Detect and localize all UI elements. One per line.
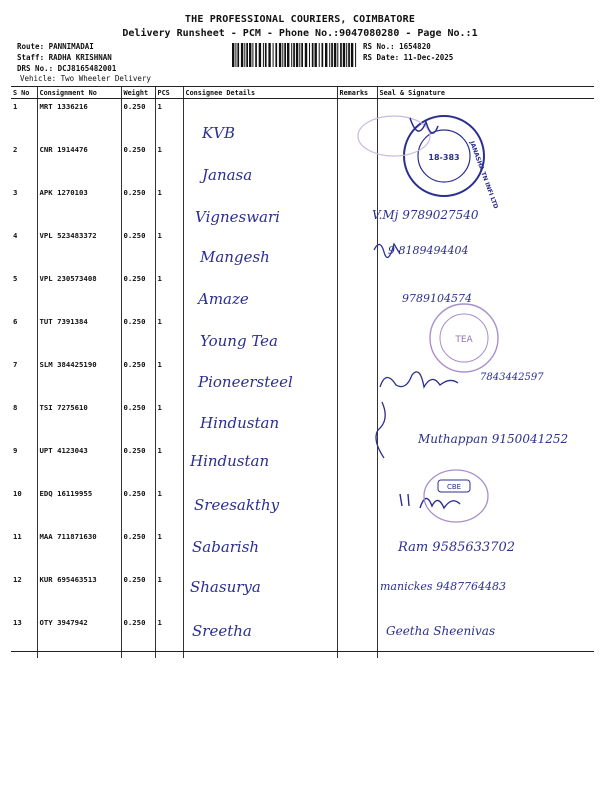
sno-cell: 7: [13, 360, 18, 369]
sno-cell: 5: [13, 274, 18, 283]
handwritten-consignee: Amaze: [198, 290, 249, 308]
sno-cell: 4: [13, 231, 18, 240]
consignment-cell: APK 1270103: [37, 185, 121, 228]
seal-text: CBE: [446, 483, 462, 491]
barcode-bar: [246, 43, 248, 67]
col-sno-header: S No: [11, 87, 37, 99]
consignment-cell: VPL 230573408: [37, 271, 121, 314]
sno-cell: 12: [13, 575, 22, 584]
consignment-cell: OTY 3947942: [37, 615, 121, 658]
table-row: [11, 314, 594, 357]
table-header-row: [11, 87, 594, 99]
handwritten-signature: Geetha Sheenivas: [386, 624, 496, 638]
barcode-bar: [241, 43, 243, 67]
handwritten-consignee: KVB: [202, 124, 236, 142]
table-row: [11, 271, 594, 314]
barcode-bar: [252, 43, 253, 67]
table-row: [11, 142, 594, 185]
table-row: [11, 228, 594, 271]
signature-scribble: [370, 400, 394, 460]
consignment-cell: KUR 695463513: [37, 572, 121, 615]
barcode-bar: [287, 43, 289, 67]
handwritten-signature: 7843442597: [480, 372, 544, 383]
sno-cell: 9: [13, 446, 18, 455]
pcs-cell: 1: [155, 529, 183, 572]
col-remarks-header: Remarks: [337, 87, 377, 99]
table-bottom-rule: [11, 651, 594, 652]
table-row: [11, 443, 594, 486]
weight-cell: 0.250: [121, 529, 155, 572]
handwritten-signature: Ram 9585633702: [398, 540, 516, 555]
handwritten-consignee: Young Tea: [200, 332, 278, 350]
pcs-cell: 1: [155, 572, 183, 615]
barcode-bar: [249, 43, 251, 67]
barcode-bar: [340, 43, 342, 67]
consignment-cell: TUT 7391384: [37, 314, 121, 357]
consignment-cell: MAA 711871630: [37, 529, 121, 572]
consignment-cell: TSI 7275610: [37, 400, 121, 443]
table-row: [11, 572, 594, 615]
pcs-cell: 1: [155, 228, 183, 271]
sno-cell: 6: [13, 317, 18, 326]
consignment-cell: SLM 384425190: [37, 357, 121, 400]
barcode-bar: [268, 43, 270, 67]
remarks-cell: [337, 185, 377, 228]
pcs-cell: 1: [155, 615, 183, 658]
weight-cell: 0.250: [121, 185, 155, 228]
barcode-bar: [309, 43, 310, 67]
weight-cell: 0.250: [121, 271, 155, 314]
consignment-cell: UPT 4123043: [37, 443, 121, 486]
handwritten-consignee: Vigneswari: [195, 208, 280, 226]
consignment-cell: VPL 523483372: [37, 228, 121, 271]
company-title: THE PROFESSIONAL COURIERS, COIMBATORE: [184, 14, 416, 25]
handwritten-consignee: Sabarish: [192, 538, 260, 556]
barcode-bar: [284, 43, 286, 67]
handwritten-consignee: Mangesh: [200, 248, 270, 266]
barcode-bar: [331, 43, 333, 67]
remarks-cell: [337, 572, 377, 615]
remarks-cell: [337, 271, 377, 314]
col-consignee-header: Consignee Details: [183, 87, 337, 99]
weight-cell: 0.250: [121, 572, 155, 615]
seal-text: TEA: [455, 335, 473, 345]
sno-cell: 8: [13, 403, 18, 412]
remarks-cell: [337, 314, 377, 357]
seal-ring-text: JANASHA TN INFI LTD: [468, 140, 500, 210]
rs-date: RS Date: 11-Dec-2025: [363, 53, 454, 62]
barcode-bar: [282, 43, 283, 67]
pcs-cell: 1: [155, 443, 183, 486]
handwritten-signature: manickes 9487764483: [380, 580, 507, 593]
barcode-bar: [334, 43, 336, 67]
barcode-bar: [346, 43, 347, 67]
barcode-bar: [325, 43, 327, 67]
handwritten-signature: V.Mj 9789027540: [372, 208, 479, 222]
barcode-bar: [291, 43, 292, 67]
drs-number: DRS No.: DCJ8165482001: [17, 64, 117, 73]
barcode-bar: [299, 43, 300, 67]
sno-cell: 3: [13, 188, 18, 197]
signature-scribble: [372, 236, 402, 260]
remarks-cell: [337, 486, 377, 529]
pcs-cell: 1: [155, 99, 183, 143]
barcode-bar: [232, 43, 234, 67]
sno-cell: 11: [13, 532, 22, 541]
vehicle-label: Vehicle: Two Wheeler Delivery: [20, 74, 151, 83]
weight-cell: 0.250: [121, 615, 155, 658]
weight-cell: 0.250: [121, 400, 155, 443]
pcs-cell: 1: [155, 400, 183, 443]
weight-cell: 0.250: [121, 228, 155, 271]
seal-center-text: 18-383: [428, 153, 460, 162]
weight-cell: 0.250: [121, 99, 155, 143]
barcode-bar: [329, 43, 330, 67]
seal-cell: [377, 572, 594, 615]
sno-cell: 2: [13, 145, 18, 154]
remarks-cell: [337, 228, 377, 271]
barcode-bar: [244, 43, 245, 67]
barcode-bar: [275, 43, 277, 67]
col-seal-header: Seal & Signature: [377, 87, 594, 99]
barcode-bar: [279, 43, 281, 67]
barcode-bar: [315, 43, 317, 67]
barcode-bar: [265, 43, 267, 67]
barcode-bar: [312, 43, 314, 67]
barcode-bar: [301, 43, 303, 67]
table-row: [11, 99, 594, 143]
barcode-bar: [343, 43, 345, 67]
remarks-cell: [337, 529, 377, 572]
weight-cell: 0.250: [121, 142, 155, 185]
barcode-bar: [296, 43, 298, 67]
col-consignment-header: Consignment No: [37, 87, 121, 99]
remarks-cell: [337, 357, 377, 400]
barcode-bar: [355, 43, 356, 67]
table-row: [11, 185, 594, 228]
cbe-seal-icon: [420, 466, 490, 526]
pcs-cell: 1: [155, 357, 183, 400]
barcode-bar: [319, 43, 320, 67]
sno-cell: 10: [13, 489, 22, 498]
pcs-cell: 1: [155, 271, 183, 314]
col-pcs-header: PCS: [155, 87, 183, 99]
sno-cell: 1: [13, 102, 18, 111]
rs-number: RS No.: 1654820: [363, 42, 431, 51]
barcode-bar: [351, 43, 353, 67]
pcs-cell: 1: [155, 486, 183, 529]
consignment-cell: EDQ 16119955: [37, 486, 121, 529]
consignment-cell: CNR 1914476: [37, 142, 121, 185]
pcs-cell: 1: [155, 314, 183, 357]
barcode-bar: [237, 43, 239, 67]
pcs-cell: 1: [155, 185, 183, 228]
handwritten-consignee: Janasa: [202, 166, 253, 184]
pcs-cell: 1: [155, 142, 183, 185]
route-label: Route: PANNIMADAI: [17, 42, 94, 51]
barcode-bar: [235, 43, 236, 67]
barcode-icon: [232, 43, 357, 67]
barcode-bar: [322, 43, 324, 67]
barcode-bar: [348, 43, 350, 67]
weight-cell: 0.250: [121, 314, 155, 357]
col-weight-header: Weight: [121, 87, 155, 99]
handwritten-signature: 9 8189494404: [388, 244, 469, 257]
barcode-bar: [337, 43, 338, 67]
handwritten-consignee: Hindustan: [200, 414, 280, 432]
handwritten-signature: Muthappan 9150041252: [418, 432, 569, 446]
consignment-cell: MRT 1336216: [37, 99, 121, 143]
barcode-bar: [293, 43, 295, 67]
tea-company-seal-icon: [426, 300, 502, 376]
weight-cell: 0.250: [121, 443, 155, 486]
table-row: [11, 486, 594, 529]
sno-cell: 13: [13, 618, 22, 627]
barcode-bar: [263, 43, 264, 67]
barcode-bar: [305, 43, 307, 67]
handwritten-consignee: Pioneersteel: [198, 373, 293, 391]
handwritten-consignee: Sreetha: [192, 622, 252, 640]
handwritten-consignee: Sreesakthy: [194, 496, 280, 514]
runsheet-subtitle: Delivery Runsheet - PCM - Phone No.:9047080280 - Page No.:1: [122, 28, 478, 39]
weight-cell: 0.250: [121, 486, 155, 529]
barcode-bar: [273, 43, 274, 67]
handwritten-consignee: Shasurya: [190, 578, 261, 596]
handwritten-consignee: Hindustan: [190, 452, 270, 470]
barcode-bar: [259, 43, 261, 67]
handwritten-signature: 9789104574: [402, 292, 472, 305]
faded-seal-icon: [354, 112, 444, 160]
staff-label: Staff: RADHA KRISHNAN: [17, 53, 112, 62]
barcode-bar: [255, 43, 257, 67]
weight-cell: 0.250: [121, 357, 155, 400]
